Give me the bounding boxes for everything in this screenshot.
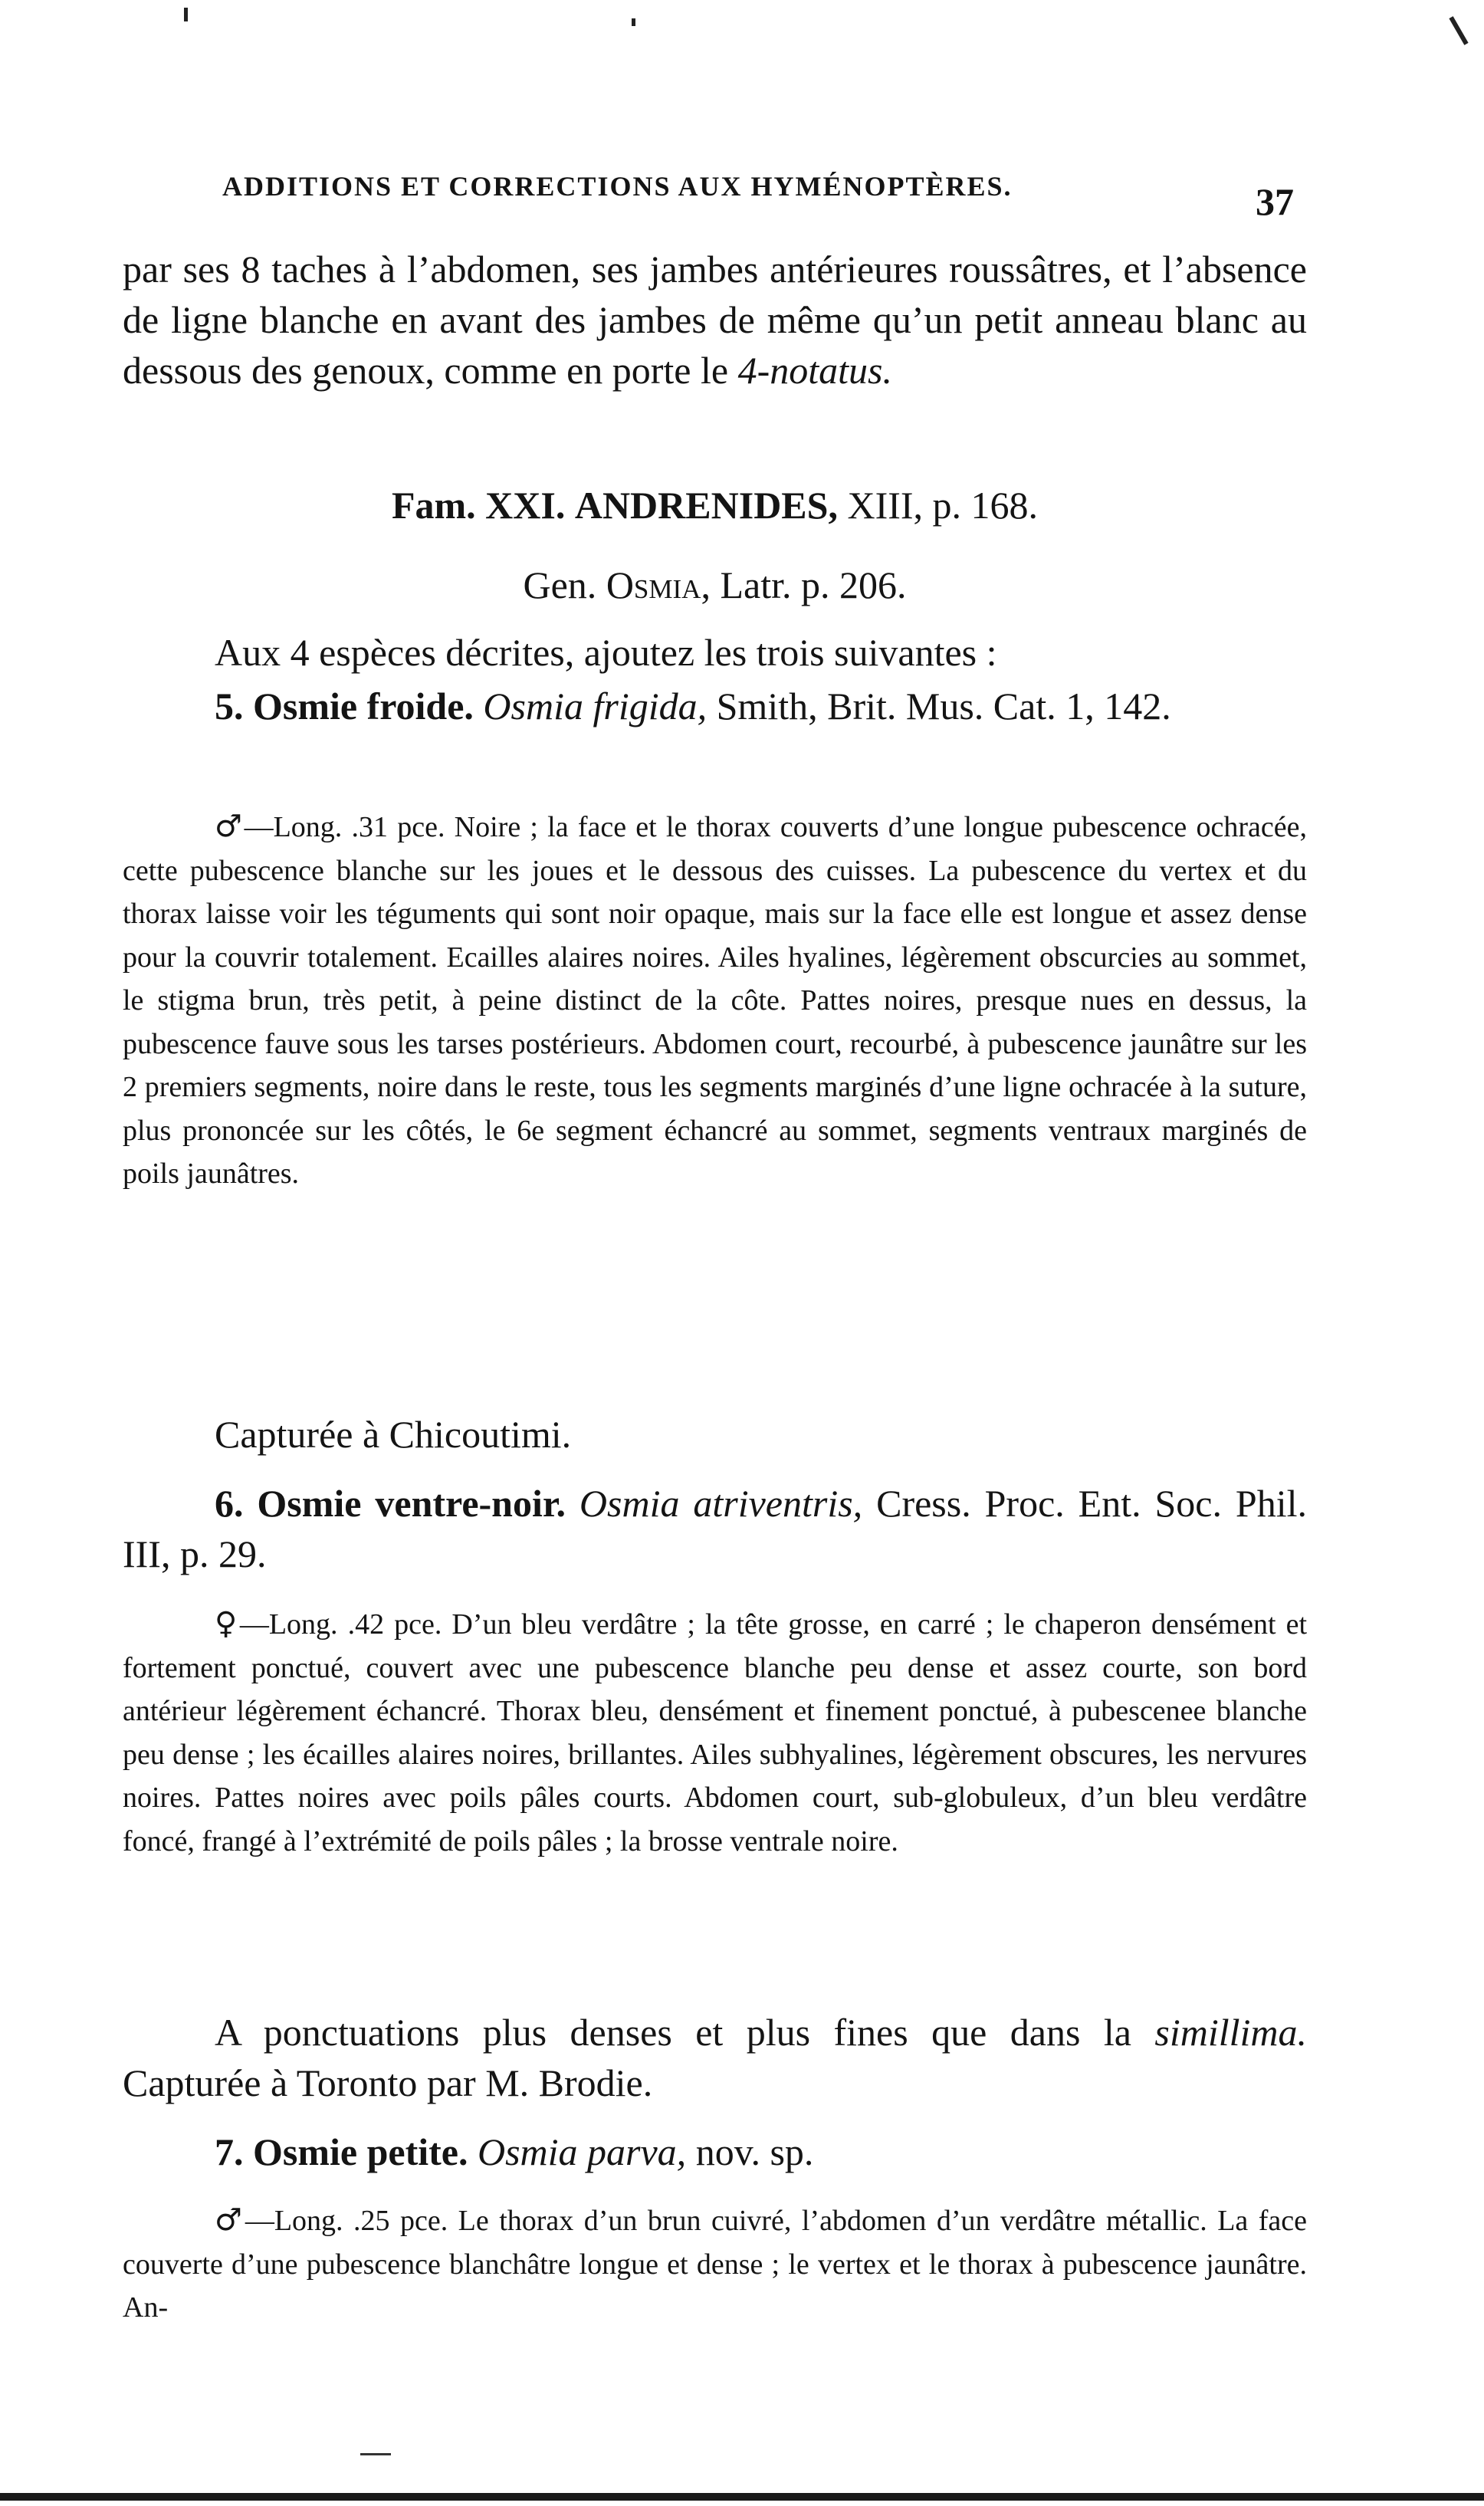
genus-label: Gen. — [523, 563, 597, 606]
genus-reference: Latr. p. 206. — [720, 563, 907, 606]
species-reference: 4-notatus. — [737, 349, 892, 392]
family-name: ANDRENIDES, — [574, 484, 838, 527]
page-number: 37 — [1256, 180, 1294, 223]
continuation-paragraph — [123, 244, 1307, 396]
species-6-comparison-species: simillima. — [1154, 2011, 1307, 2054]
scan-speck — [632, 18, 635, 26]
species-7-title: 7. Osmie petite. — [215, 2130, 468, 2173]
species-6-capture: Capturée à Toronto par M. Brodie. — [123, 2061, 653, 2104]
species-5-title: 5. Osmie froide. — [215, 685, 474, 727]
species-6-note-text: A ponctuations plus denses et plus fines que dans la — [215, 2011, 1155, 2054]
species-6-note — [123, 2007, 1307, 2108]
female-sign-icon: ♀ — [215, 1606, 240, 1641]
species-7-latin: Osmia parva, — [477, 2130, 687, 2173]
species-6-heading — [123, 1478, 1307, 1579]
species-5-description-text: —Long. .31 pce. Noire ; la face et le thorax couverts d’une longue pubescence ochracée, cette pubescence blanche sur les joues et le dessous des cuisses. La pubescence du vertex et du thorax laisse voir les téguments qui sont noir opaque, mais sur la face elle est longue et assez dense pour la couvrir totalement. Ecailles alaires noires. Ailes hyalines, légèrement obscurcies au sommet, le stigma brun, très petit, à peine distinct de la côte. Pattes noires, presque nues en dessus, la pubescence fauve sous les tarses postérieurs. Abdomen court, recourbé, à pubescence jaunâtre sur les 2 premiers segments, noire dans le reste, tous les segments marginés d’une ligne ochracée à la suture, plus prononcée sur les côtés, le 6e segment échancré au sommet, segments ventraux marginés de poils jaunâtres. — [123, 811, 1308, 1190]
family-heading — [123, 480, 1307, 530]
scan-speck — [184, 8, 188, 21]
species-5-description — [123, 805, 1307, 1196]
family-label: Fam. — [391, 484, 476, 527]
species-5-reference: Smith, Brit. Mus. Cat. 1, 142. — [716, 685, 1171, 727]
species-5-heading — [123, 681, 1307, 731]
species-7-reference: nov. sp. — [695, 2130, 814, 2173]
species-6-latin: Osmia atriventris, — [579, 1482, 863, 1525]
species-6-reference: Cress. Proc. Ent. Soc. Phil. III, p. 29. — [123, 1482, 1307, 1575]
running-head: ADDITIONS ET CORRECTIONS AUX HYMÉNOPTÈRES. — [222, 171, 1013, 202]
species-7-description — [123, 2199, 1307, 2330]
scan-speck — [1449, 16, 1468, 45]
genus-name: Osmia, — [606, 563, 711, 606]
species-5-latin: Osmia frigida, — [483, 685, 708, 727]
page-edge-line — [0, 2493, 1484, 2501]
family-reference: XIII, p. 168. — [847, 484, 1039, 527]
species-5-capture: Capturée à Chicoutimi. — [215, 1413, 572, 1456]
species-6-description — [123, 1602, 1307, 1863]
species-7-description-text: —Long. .25 pce. Le thorax d’un brun cuivré, l’abdomen d’un verdâtre métallic. La face couverte d’une pubescence blanchâtre longue et dense ; le vertex et le thorax à pubescence jaunâtre. An- — [123, 2205, 1307, 2324]
species-6-title: 6. Osmie ventre-noir. — [215, 1482, 566, 1525]
scan-mark — [360, 2453, 391, 2455]
male-sign-icon: ♂ — [215, 809, 245, 844]
species-6-description-text: —Long. .42 pce. D’un bleu verdâtre ; la tête grosse, en carré ; le chaperon densément et fortement ponctué, couvert avec une pubescence blanche peu dense et assez courte, son bord antérieur légèrement échancré. Thorax bleu, densément et finement ponctué, à pubescenee blanche peu dense ; les écailles alaires noires, brillantes. Ailes subhyalines, légèrement obscures, les nervures noires. Pattes noires avec poils pâles courts. Abdomen court, sub-globuleux, d’un bleu verdâtre foncé, frangé à l’extrémité de poils pâles ; la brosse ventrale noire. — [123, 1608, 1307, 1857]
continuation-text: par ses 8 taches à l’abdomen, ses jambes antérieures roussâtres, et l’absence de ligne blanche en avant des jambes de même qu’un petit anneau blanc au dessous des genoux, comme en porte le — [123, 248, 1307, 392]
genus-heading — [123, 560, 1307, 610]
male-sign-icon: ♂ — [215, 2202, 245, 2238]
intro-paragraph: Aux 4 espèces décrites, ajoutez les trois suivantes : — [215, 631, 997, 674]
species-7-heading — [123, 2127, 1307, 2177]
family-number: XXI. — [485, 484, 566, 527]
